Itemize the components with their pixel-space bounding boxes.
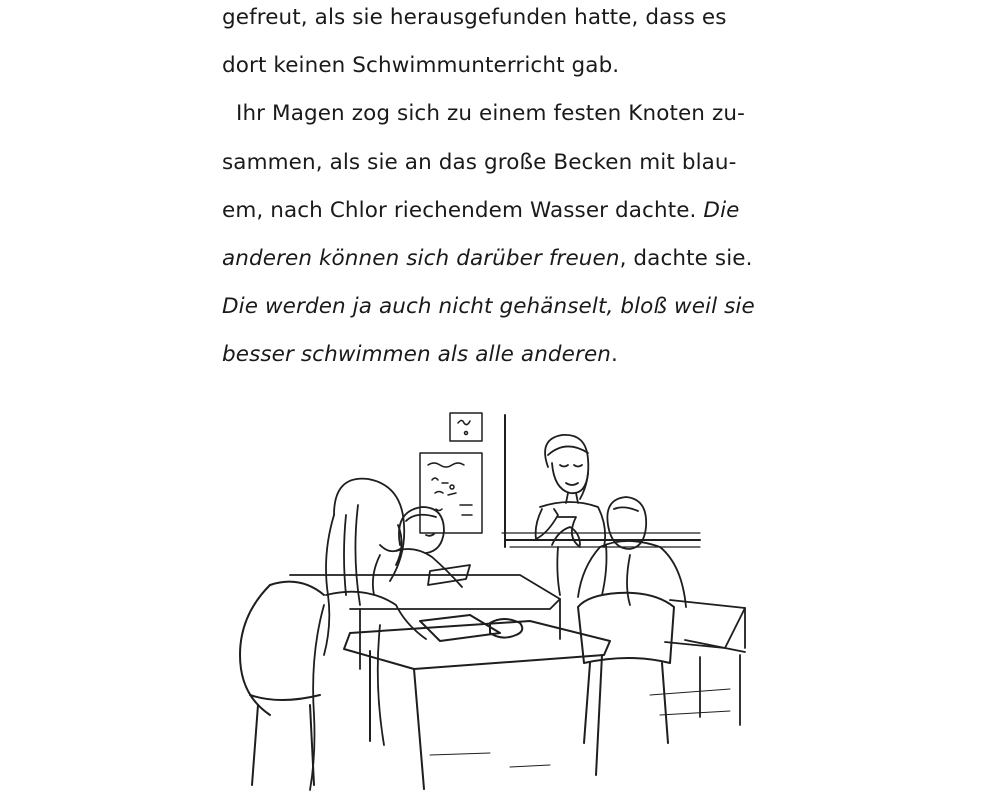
text-segment-italic: besser schwimmen als alle anderen (222, 342, 611, 368)
text-segment-italic: Die werden ja auch nicht gehänselt, bloß weil sie (222, 294, 755, 320)
story-line-1 (222, 0, 782, 42)
text-segment-italic: anderen können sich darüber freuen (222, 245, 620, 271)
classroom-illustration (230, 395, 775, 800)
chair-left (240, 582, 324, 785)
desk-front (344, 615, 610, 789)
chair-right (578, 593, 674, 743)
text-segment: Ihr Magen zog sich zu einem festen Knoten zu- (236, 101, 745, 127)
story-line-7 (222, 283, 782, 331)
standing-girl (536, 435, 607, 595)
story-text (222, 0, 782, 380)
window-frame (502, 415, 700, 547)
boy-back (578, 497, 686, 607)
wall-poster (420, 453, 482, 533)
text-segment: . (611, 342, 618, 368)
text-segment: em, nach Chlor riechendem Wasser dachte. (222, 197, 704, 223)
girl-long-hair (310, 479, 426, 790)
story-line-4 (222, 139, 782, 187)
text-segment: gefreut, als sie herausgefunden hatte, dass es (222, 5, 727, 30)
text-segment: sammen, als sie an das große Becken mit blau- (222, 149, 737, 175)
classroom-drawing (230, 395, 775, 800)
text-segment: , dachte sie. (619, 245, 753, 271)
story-line-2 (222, 42, 782, 90)
story-line-3 (222, 90, 782, 138)
text-segment: dort keinen Schwimmunterricht gab. (222, 53, 620, 79)
story-line-6 (222, 235, 782, 283)
story-line-5 (222, 187, 782, 235)
wall-note (450, 413, 482, 441)
text-segment-italic: Die (703, 197, 740, 223)
desk-right (665, 600, 745, 725)
floor-lines (430, 689, 730, 767)
story-line-8 (222, 331, 782, 379)
